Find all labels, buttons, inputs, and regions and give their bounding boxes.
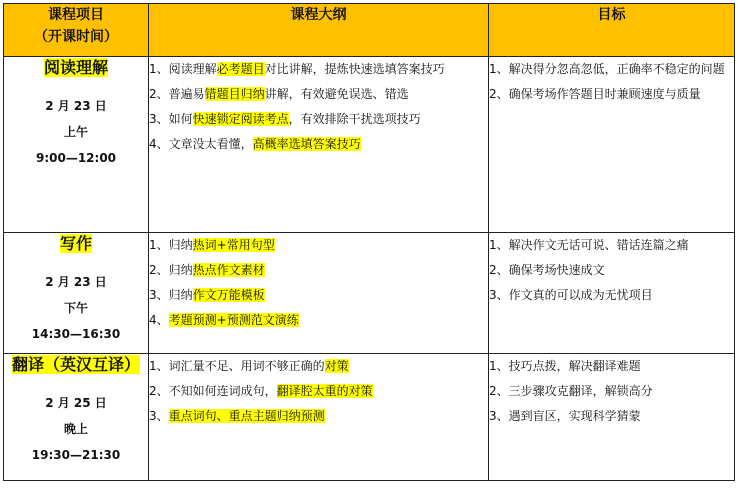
project-name: 阅读理解 xyxy=(43,58,108,77)
outline-item: 1、词汇量不足、用词不够正确的对策 xyxy=(149,359,349,373)
goal-item: 2、确保考场作答题目时兼顾速度与质量 xyxy=(489,87,701,101)
table-row xyxy=(4,354,735,481)
goal-item: 1、解决作文无话可说、错话连篇之痛 xyxy=(489,238,689,252)
outline-cell xyxy=(149,233,489,354)
outline-item: 1、归纳热词+常用句型 xyxy=(149,238,275,252)
goal-item: 2、确保考场快速成文 xyxy=(489,263,605,277)
project-period: 上午 xyxy=(63,125,88,139)
outline-item: 4、考题预测+预测范文演练 xyxy=(149,313,299,327)
project-time: 19:30—21:30 xyxy=(31,448,121,462)
outline-cell xyxy=(149,57,489,233)
outline-item: 3、归纳作文万能模板 xyxy=(149,288,265,302)
project-date: 2 月 23 日 xyxy=(45,99,107,113)
project-period: 下午 xyxy=(63,301,88,315)
course-table xyxy=(3,3,735,481)
goal-item: 1、技巧点拨，解决翻译难题 xyxy=(489,359,641,373)
project-cell xyxy=(4,233,149,354)
header-row xyxy=(4,4,735,57)
outline-item: 1、阅读理解必考题目对比讲解，提炼快速选填答案技巧 xyxy=(149,62,445,76)
table-row xyxy=(4,233,735,354)
outline-item: 3、如何快速锁定阅读考点，有效排除干扰选项技巧 xyxy=(149,112,421,126)
outline-item: 3、重点词句、重点主题归纳预测 xyxy=(149,409,325,423)
goal-item: 3、遇到盲区，实现科学猜蒙 xyxy=(489,409,641,423)
project-period: 晚上 xyxy=(63,422,88,436)
outline-item: 4、文章没太看懂，高概率选填答案技巧 xyxy=(149,137,361,151)
outline-item: 2、不知如何连词成句，翻译腔太重的对策 xyxy=(149,384,373,398)
outline-item: 2、普遍易错题目归纳讲解，有效避免误选、错选 xyxy=(149,87,409,101)
header-goal: 目标 xyxy=(489,4,735,57)
goal-item: 3、作文真的可以成为无忧项目 xyxy=(489,288,653,302)
goal-cell xyxy=(489,354,735,481)
goal-item: 2、三步骤攻克翻译，解锁高分 xyxy=(489,384,653,398)
table-row xyxy=(4,57,735,233)
goal-cell xyxy=(489,57,735,233)
project-time: 14:30—16:30 xyxy=(31,327,121,341)
project-cell xyxy=(4,354,149,481)
project-date: 2 月 23 日 xyxy=(45,275,107,289)
goal-cell xyxy=(489,233,735,354)
project-date: 2 月 25 日 xyxy=(45,396,107,410)
header-course-outline: 课程大纲 xyxy=(149,4,489,57)
project-name: 写作 xyxy=(59,234,92,253)
header-course-project: 课程项目 （开课时间） xyxy=(4,4,149,57)
outline-cell xyxy=(149,354,489,481)
goal-item: 1、解决得分忽高忽低，正确率不稳定的问题 xyxy=(489,62,725,76)
project-time: 9:00—12:00 xyxy=(35,151,117,165)
project-cell xyxy=(4,57,149,233)
outline-item: 2、归纳热点作文素材 xyxy=(149,263,265,277)
project-name: 翻译（英汉互译） xyxy=(11,355,140,374)
